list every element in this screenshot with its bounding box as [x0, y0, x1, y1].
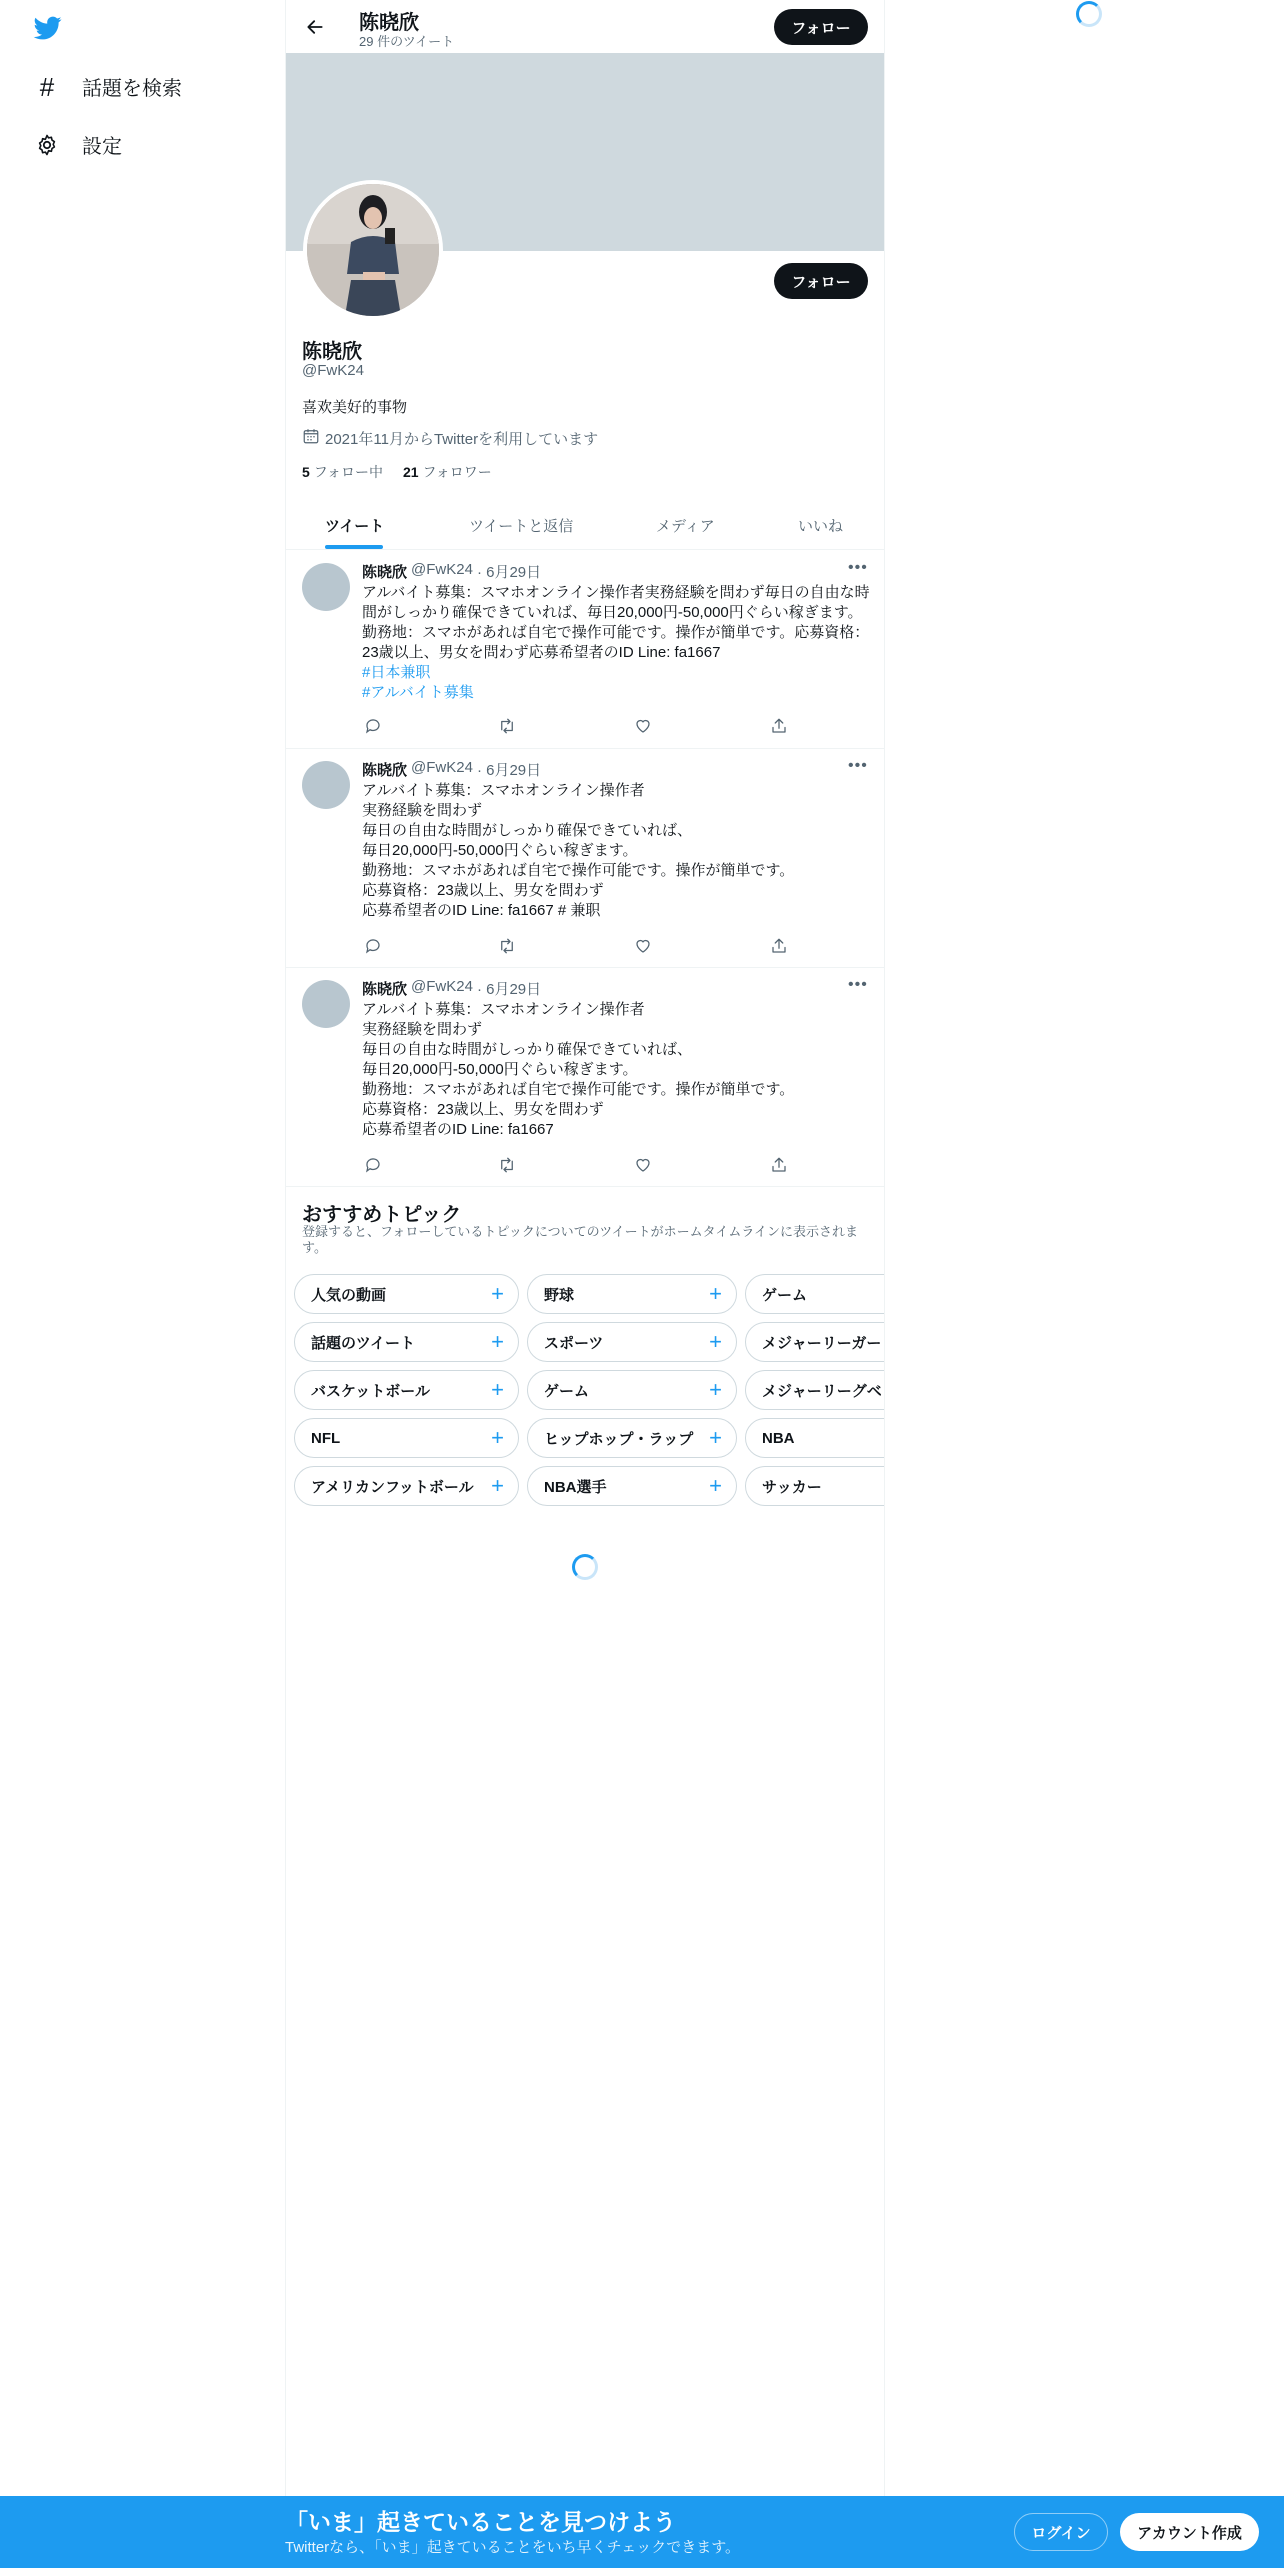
tab-tweets-and-replies[interactable]: ツイートと返信: [469, 517, 574, 535]
plus-icon: +: [709, 1329, 722, 1354]
header-name: 陈晓欣: [359, 12, 419, 34]
signup-banner-title: 「いま」起きていることを見つけよう: [285, 2509, 676, 2535]
header-follow-button[interactable]: フォロー: [774, 9, 868, 45]
login-button[interactable]: ログイン: [1014, 2513, 1108, 2551]
topic-chip-label: 人気の動画: [311, 1286, 387, 1304]
reply-icon[interactable]: [362, 935, 384, 957]
topic-chip-label: メジャーリーガー: [762, 1334, 882, 1352]
more-options-icon[interactable]: •••: [848, 559, 868, 576]
share-icon[interactable]: [768, 715, 790, 737]
topic-chip-label: 話題のツイート: [311, 1334, 415, 1352]
profile-name: 陈晓欣: [302, 341, 362, 363]
tweet-line: 実務経験を問わず: [362, 802, 483, 819]
tweet-line: 勤務地：スマホがあれば自宅で操作可能です。操作が簡単です。: [362, 862, 795, 879]
topic-chip[interactable]: [294, 1418, 519, 1458]
plus-icon: +: [491, 1281, 504, 1306]
tweet-line: 応募希望者のID Line: fa1667 # 兼职: [362, 902, 601, 919]
retweet-icon[interactable]: [496, 935, 518, 957]
share-icon[interactable]: [768, 935, 790, 957]
tweet-avatar[interactable]: [302, 563, 350, 611]
like-icon[interactable]: [632, 715, 654, 737]
like-icon[interactable]: [632, 1154, 654, 1176]
following-link[interactable]: [302, 462, 383, 482]
tweet-author-handle[interactable]: @FwK24: [411, 759, 473, 776]
tweet-actions: [362, 715, 792, 737]
tweet-avatar[interactable]: [302, 980, 350, 1028]
tweet-author-handle[interactable]: @FwK24: [411, 978, 473, 995]
reply-icon[interactable]: [362, 715, 384, 737]
topic-chip[interactable]: [294, 1466, 519, 1506]
tweet-author-name[interactable]: 陈晓欣: [362, 981, 408, 998]
following-count: 5: [302, 464, 310, 480]
followers-count: 21: [403, 464, 419, 480]
tweet-header: [362, 561, 541, 582]
topic-chip[interactable]: [745, 1370, 884, 1410]
topic-chip-label: NBA: [762, 1429, 795, 1447]
tweet-line: アルバイト募集：スマホオンライン操作者: [362, 1001, 645, 1018]
profile-bio: 喜欢美好的事物: [302, 399, 408, 416]
topic-chip[interactable]: [745, 1466, 884, 1506]
plus-icon: +: [491, 1473, 504, 1498]
topic-chip[interactable]: [745, 1418, 884, 1458]
profile-header-bar: [286, 0, 884, 53]
profile-tabs: [286, 500, 884, 550]
topics-title: おすすめトピック: [302, 1204, 462, 1226]
tweet-line: アルバイト募集：スマホオンライン操作者: [362, 782, 645, 799]
profile-follow-button[interactable]: フォロー: [774, 263, 868, 299]
profile-stats: [302, 462, 492, 482]
topic-chip[interactable]: [294, 1322, 519, 1362]
nav-explore[interactable]: [34, 72, 182, 101]
calendar-icon: [302, 427, 320, 449]
retweet-icon[interactable]: [496, 1154, 518, 1176]
plus-icon: +: [709, 1377, 722, 1402]
tweet-line: 毎日20,000円-50,000円ぐらい稼ぎます。: [362, 842, 638, 859]
tweet-line: 勤務地：スマホがあれば自宅で操作可能です。操作が簡単です。: [362, 1081, 795, 1098]
tweet-text: [362, 583, 872, 703]
plus-icon: +: [491, 1329, 504, 1354]
topic-chip[interactable]: [294, 1274, 519, 1314]
tweet-date[interactable]: · 6月29日: [476, 762, 542, 779]
nav-explore-label: 話題を検索: [82, 78, 182, 100]
tweet-line: 実務経験を問わず: [362, 1021, 483, 1038]
plus-icon: +: [491, 1377, 504, 1402]
tweet-line: 応募資格：23歳以上、男女を問わず: [362, 882, 604, 899]
gear-icon: [34, 132, 60, 158]
profile-handle: @FwK24: [302, 362, 364, 379]
more-options-icon[interactable]: •••: [848, 976, 868, 993]
reply-icon[interactable]: [362, 1154, 384, 1176]
nav-settings-label: 設定: [82, 136, 122, 158]
signup-banner-subtitle: Twitterなら、「いま」起きていることをいち早くチェックできます。: [285, 2539, 741, 2556]
topic-chip-label: スポーツ: [544, 1334, 604, 1352]
topic-chip[interactable]: [527, 1466, 737, 1506]
tweet-3[interactable]: [286, 968, 884, 1187]
tweet-text: [362, 781, 872, 921]
tweet-date[interactable]: · 6月29日: [476, 981, 542, 998]
tweet-text: [362, 1000, 872, 1140]
plus-icon: +: [709, 1425, 722, 1450]
tab-media[interactable]: メディア: [656, 517, 715, 535]
plus-icon: +: [491, 1425, 504, 1450]
topic-chip[interactable]: [527, 1418, 737, 1458]
retweet-icon[interactable]: [496, 715, 518, 737]
topic-chip-label: NBA選手: [544, 1478, 607, 1496]
topic-chip-label: NFL: [311, 1429, 341, 1447]
tweet-line: 応募希望者のID Line: fa1667: [362, 1121, 554, 1138]
following-label: フォロー中: [313, 464, 383, 480]
loading-spinner-icon: [572, 1554, 598, 1580]
topics-subtitle: 登録すると、フォローしているトピックについてのツイートがホームタイムラインに表示されます。: [302, 1224, 859, 1255]
tweet-author-name[interactable]: 陈晓欣: [362, 564, 408, 581]
tab-tweets[interactable]: ツイート: [325, 517, 385, 535]
profile-column: [285, 0, 885, 2568]
like-icon[interactable]: [632, 935, 654, 957]
topic-chip-label: サッカー: [762, 1478, 822, 1496]
tweet-line: 毎日の自由な時間がしっかり確保できていれば、: [362, 822, 693, 839]
topic-chip-label: アメリカンフットボール: [311, 1478, 474, 1496]
active-tab-indicator: [325, 545, 383, 549]
topic-chip[interactable]: [527, 1370, 737, 1410]
tweet-header: [362, 759, 541, 780]
tweet-1[interactable]: [286, 551, 884, 749]
tweet-2[interactable]: [286, 749, 884, 968]
loading-spinner-icon: [1076, 1, 1102, 27]
tweet-header: [362, 978, 541, 999]
tweet-author-name[interactable]: 陈晓欣: [362, 762, 408, 779]
profile-avatar[interactable]: [303, 180, 443, 320]
signup-button[interactable]: アカウント作成: [1120, 2513, 1259, 2551]
tweet-date[interactable]: · 6月29日: [476, 564, 542, 581]
topic-chip[interactable]: [527, 1322, 737, 1362]
tweet-actions: [362, 1154, 792, 1176]
topic-chip-label: バスケットボール: [311, 1382, 430, 1400]
topic-chips: [286, 1274, 884, 1524]
topic-chip[interactable]: [294, 1370, 519, 1410]
plus-icon: +: [709, 1281, 722, 1306]
topic-chip[interactable]: [745, 1274, 884, 1314]
topic-chip-label: ゲーム: [762, 1286, 808, 1304]
tweet-line: 応募資格：23歳以上、男女を問わず: [362, 1101, 604, 1118]
share-icon[interactable]: [768, 1154, 790, 1176]
back-arrow-icon[interactable]: [300, 12, 330, 42]
signup-banner: [0, 2496, 1284, 2568]
topic-chip-label: ヒップホップ・ラップ: [544, 1430, 694, 1448]
topic-chip[interactable]: [745, 1322, 884, 1362]
followers-link[interactable]: [403, 462, 492, 482]
tweet-text-body: アルバイト募集：スマホオンライン操作者実務経験を問わず毎日の自由な時間がしっかり確保できていれば、毎日20,000円-50,000円ぐらい稼ぎます。勤務地：スマホがあれば自宅で操作可能です。操作が簡単です。応募資格：23歳以上、男女を問わず応募希望者のID Line: fa1667: [362, 584, 870, 661]
profile-joined: [302, 427, 598, 449]
plus-icon: +: [709, 1473, 722, 1498]
tab-likes[interactable]: いいね: [798, 517, 844, 535]
twitter-logo-icon[interactable]: [32, 14, 64, 42]
topic-chip-label: ゲーム: [544, 1382, 590, 1400]
topic-chip-label: 野球: [544, 1286, 575, 1304]
tweet-line: 毎日の自由な時間がしっかり確保できていれば、: [362, 1041, 693, 1058]
header-tweet-count: 29 件のツイート: [359, 34, 455, 49]
hashtag-link[interactable]: #日本兼职: [362, 664, 431, 681]
profile-joined-text: 2021年11月からTwitterを利用しています: [325, 430, 599, 448]
followers-label: フォロワー: [422, 464, 492, 480]
tweet-avatar[interactable]: [302, 761, 350, 809]
hashtag-icon: #: [39, 71, 55, 102]
topic-chip-label: メジャーリーグベ: [762, 1382, 882, 1400]
tweet-author-handle[interactable]: @FwK24: [411, 561, 473, 578]
topic-chip[interactable]: [527, 1274, 737, 1314]
nav-settings[interactable]: [34, 130, 122, 159]
more-options-icon[interactable]: •••: [848, 757, 868, 774]
tweet-line: 毎日20,000円-50,000円ぐらい稼ぎます。: [362, 1061, 638, 1078]
tweet-actions: [362, 935, 792, 957]
hashtag-link[interactable]: #アルバイト募集: [362, 684, 474, 701]
